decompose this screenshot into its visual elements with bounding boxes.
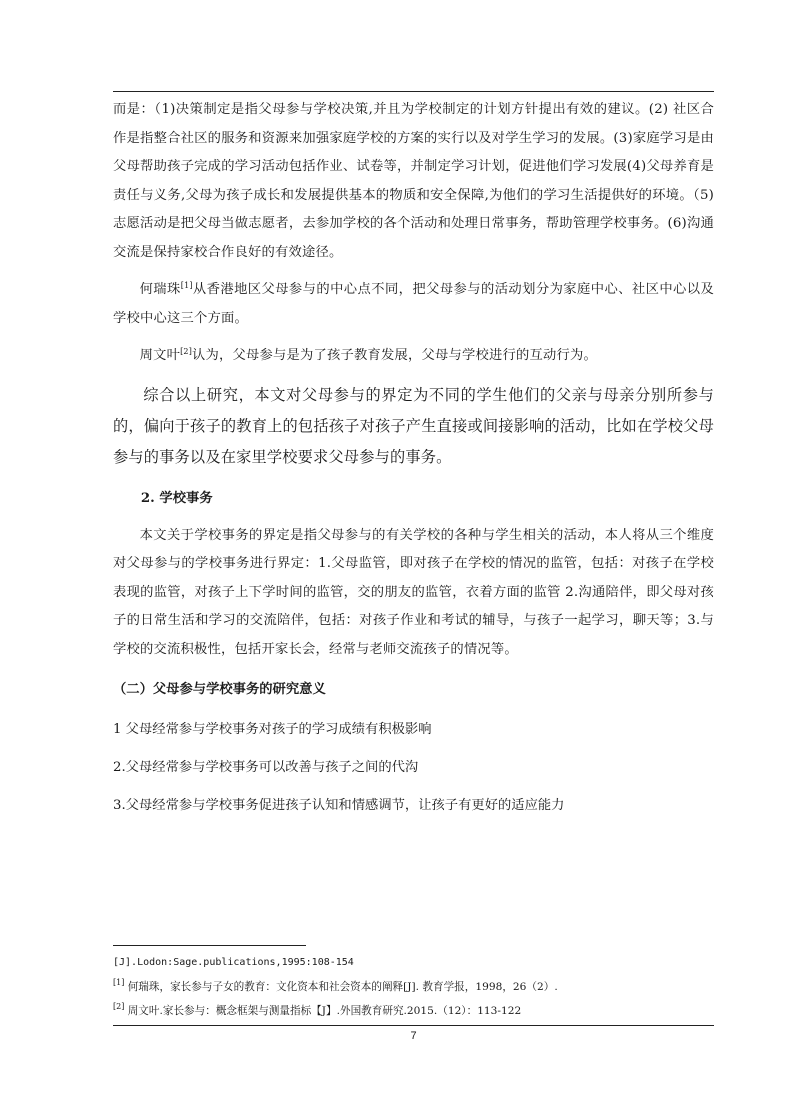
paragraph-he-ruizhu (113, 276, 714, 333)
author-he-ruizhu: 何瑞珠 (139, 282, 181, 297)
footnote-separator (113, 945, 306, 946)
heading-school-affairs: 2. 学校事务 (140, 490, 213, 506)
paragraph-zhou-wenye (113, 342, 714, 371)
paragraph-summary: 综合以上研究，本文对父母参与的界定为不同的学生他们的父亲与母亲分别所参与的，偏向于孩子的教育上的包括孩子对孩子产生直接或间接影响的活动，比如在学校父母参与的事务以及在家里学校要求父母参与的事务。 (113, 385, 714, 466)
paragraph-school-affairs-definition: 本文关于学校事务的界定是指父母参与的有关学校的各种与学生相关的活动，本人将从三个维度对父母参与的学校事务进行界定：1.父母监管，即对孩子在学校的情况的监管，包括：对孩子在学校表现的监管，对孩子上下学时间的监管，交的朋友的监管，衣着方面的监管 2.沟通陪伴，即父母对孩子的日常生活和学习的交流陪伴，包括：对孩子作业和考试的辅导，与孩子一起学习，聊天等；3.与学校的交流积极性，包括开家长会，经常与老师交流孩子的情况等。 (113, 527, 714, 657)
footnote-continued: [J].Lodon:Sage.publications,1995:108-154 (113, 957, 354, 968)
header-rule (113, 91, 714, 92)
zhou-wenye-text: 认为，父母参与是为了孩子教育发展，父母与学校进行的互动行为。 (192, 348, 597, 363)
footnote-mark-1: [1] (113, 978, 125, 987)
author-zhou-wenye: 周文叶 (139, 348, 181, 363)
paragraph-definitions: 而是：（1)决策制定是指父母参与学校决策,并且为学校制定的计划方针提出有效的建议。(2) 社区合作是指整合社区的服务和资源来加强家庭学校的方案的实行以及对学生学习的发展。(3)家庭学习是由父母帮助孩子完成的学习活动包括作业、试卷等，并制定学习计划，促进他们学习发展(4)父母养育是责任与义务,父母为孩子成长和发展提供基本的物质和安全保障,为他们的学习生活提供好的环境。（5)志愿活动是把父母当做志愿者，去参加学校的各个活动和处理日常事务，帮助管理学校事务。(6)沟通交流是保持家校合作良好的有效途径。 (113, 102, 714, 260)
footnote-1-text: 何瑞珠，家长参与子女的教育：文化资本和社会资本的阐释[J]. 教育学报，1998，26（2）. (124, 981, 558, 993)
significance-item-2: 2.父母经常参与学校事务可以改善与孩子之间的代沟 (113, 760, 419, 775)
footnote-ref-1[interactable]: [1] (180, 281, 193, 290)
significance-item-3: 3.父母经常参与学校事务促进孩子认知和情感调节，让孩子有更好的适应能力 (113, 798, 565, 813)
heading-research-significance: （二）父母参与学校事务的研究意义 (113, 682, 326, 697)
footnote-2-text: 周文叶.家长参与：概念框架与测量指标【J】.外国教育研究.2015.（12）：113-122 (124, 1005, 522, 1017)
significance-item-1: 1 父母经常参与学校事务对孩子的学习成绩有积极影响 (113, 722, 432, 737)
he-ruizhu-text: 从香港地区父母参与的中心点不同，把父母参与的活动划分为家庭中心、社区中心以及学校中心这三个方面。 (113, 282, 714, 326)
body-text (113, 96, 714, 820)
footnotes (113, 951, 714, 1023)
footer-rule (113, 1025, 714, 1026)
footnote-1 (113, 975, 714, 999)
footnote-mark-2: [2] (113, 1002, 125, 1011)
footnote-ref-2[interactable]: [2] (180, 347, 193, 356)
footnote-2 (113, 999, 714, 1023)
page-number: 7 (410, 1030, 417, 1042)
